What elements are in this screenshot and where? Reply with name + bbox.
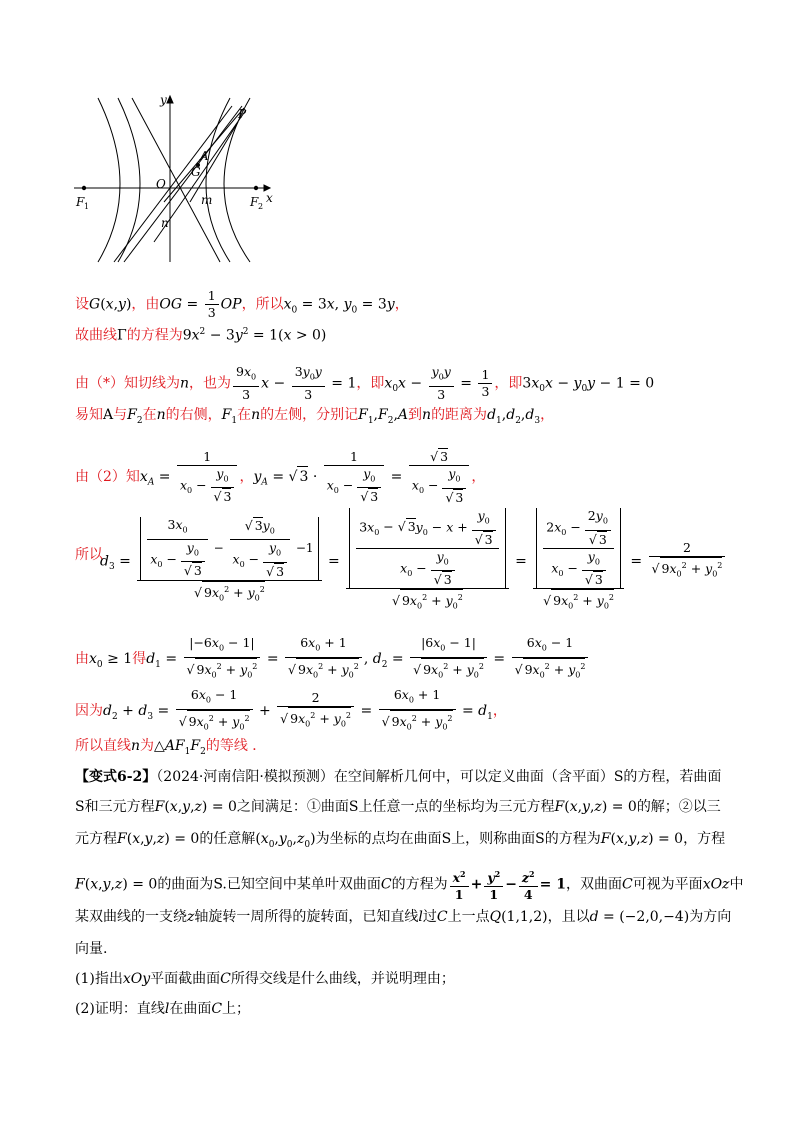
right-branch-inner	[206, 98, 230, 262]
solution-line-8: 因为$d_2 + d_3$ = $\frac{6x_0 - 1}{√ 9x_0^2 + y_0^2}$ + $\frac{2}{√ 9x_0^2 + y_0^2}$ = $\frac{6x_0 + 1}{√ 9x_0^2 + y_0^2}$ = $d_1$，	[75, 687, 507, 735]
hyperbola-figure	[70, 92, 280, 264]
solution-line-6-label: 所以	[75, 547, 103, 563]
problem-line-1: 【变式6-2】（2024·河南信阳·模拟预测）在空间解析几何中，可以定义曲面（含平面）S的方程，若曲面	[75, 769, 722, 785]
point-f2	[254, 186, 258, 190]
solution-line-6-formula: $d_3$ = $3x_0$ $x_0$ − $\frac{y_0}{√ 3}$ − √ $3y_0$ $x_0$ − $\frac{y_0}{√ 3}$ −1 √ $9x_0^2 + y_0^2$ = $3x_0$ − √ $3y_0 - x$ + $\frac{y_0}{√ 3}$ $x_0$ − $\frac{y_0}{√ 3}$ √ $9x_0^2 + y_0^2$ = $2x_0$ − $\frac{2y_0}{√ 3}$ $x_0$ − $\frac{y_0}{√ 3}$ √ $9x_0^2 + y_0^2$ = $\frac{2}{√ 9x_0^2 + y_0^2}$	[100, 508, 727, 615]
solution-line-3: 由（*）知切线为n，也为 $\frac{9x_0}{3}$ x − $\frac{3y_0y}{3}$ = 1，即$x_0x$ − $\frac{y_0y}{3}$ = $\frac{1}{3}$ ，即$3x_0x - y_0y - 1 = 0$	[75, 364, 655, 402]
label-g: G	[191, 165, 201, 179]
asymptote-3	[132, 98, 220, 262]
question-1: (1)指出xOy平面截曲面C所得交线是什么曲线，并说明理由；	[75, 971, 455, 987]
solution-line-7: 由$x_0 \ge 1$得$d_1$ = $\frac{|-6x_0 - 1|}{√ 9x_0^2 + y_0^2}$ = $\frac{6x_0 + 1}{√ 9x_0^2 + y_0^2}$ , $d_2$ = $\frac{|6x_0 - 1|}{√ 9x_0^2 + y_0^2}$ = $\frac{6x_0 - 1}{√ 9x_0^2 + y_0^2}$	[75, 635, 590, 683]
left-branch-outer	[98, 98, 120, 262]
label-y: y	[160, 93, 167, 107]
solution-line-2: 故曲线Γ的方程为$9x^2 - 3y^2 = 1(x > 0)$	[75, 327, 327, 344]
question-2: (2)证明：直线l在曲面C上；	[75, 1001, 251, 1017]
label-n: n	[161, 216, 169, 230]
asymptote-1	[114, 106, 232, 262]
label-p: P	[238, 107, 247, 121]
problem-line-2: S和三元方程F(x,y,z) = 0之间满足：①曲面S上任意一点的坐标均为三元方程F(x,y,z) = 0的解；②以三	[75, 799, 721, 815]
label-a: A	[200, 149, 209, 163]
solution-line-1: 设G(x,y)，由OG = $\frac{1}{3}$ OP，所以$x_0 = 3x$, $y_0 = 3y$，	[75, 288, 409, 320]
label-o: O	[156, 177, 166, 191]
problem-line-3: 元方程F(x,y,z) = 0的任意解$(x_0,y_0,z_0)$为坐标的点均在曲面S上，则称曲面S的方程为F(x,y,z) = 0，方程	[75, 831, 726, 850]
label-f2: F	[250, 195, 259, 209]
solution-line-9: 所以直线n为$\triangle AF_1F_2$的等线 ．	[75, 738, 267, 757]
label-x: x	[266, 191, 273, 205]
label-f1: F	[76, 195, 85, 209]
label-m: m	[201, 193, 213, 207]
svg-text:1: 1	[84, 202, 90, 211]
solution-line-4: 易知A与$F_2$在n的右侧，$F_1$在n的左侧，分别记$F_1,F_2,A$到n的距离为$d_1,d_2,d_3$，	[75, 407, 555, 426]
variant-tag: 【变式6-2】	[75, 769, 157, 785]
point-f1	[82, 186, 86, 190]
problem-line-6: 向量.	[75, 941, 108, 957]
problem-line-4: F(x,y,z) = 0的曲面为S.已知空间中某单叶双曲面C的方程为 $\frac{x^2}{1}$ + $\frac{y^2}{1}$ − $\frac{z^2}{4}$ = 1，双曲面C可视为平面xOz中	[75, 866, 743, 903]
svg-text:2: 2	[258, 202, 264, 211]
problem-line-5: 某双曲线的一支绕z轴旋转一周所得的旋转面，已知直线l过C上一点Q(1,1,2)，且以d = (−2,0,−4)为方向	[75, 909, 732, 925]
left-branch-inner	[118, 98, 140, 262]
solution-line-5: 由（2）知$x_A$ = 1 $x_0$ − $\frac{y_0}{√ 3}$ ，$y_A$ = √ 3 · 1 $x_0$ − $\frac{y_0}{√ 3}$ = √ 3 $x_0$ − $\frac{y_0}{√ 3}$ ，	[75, 448, 486, 505]
